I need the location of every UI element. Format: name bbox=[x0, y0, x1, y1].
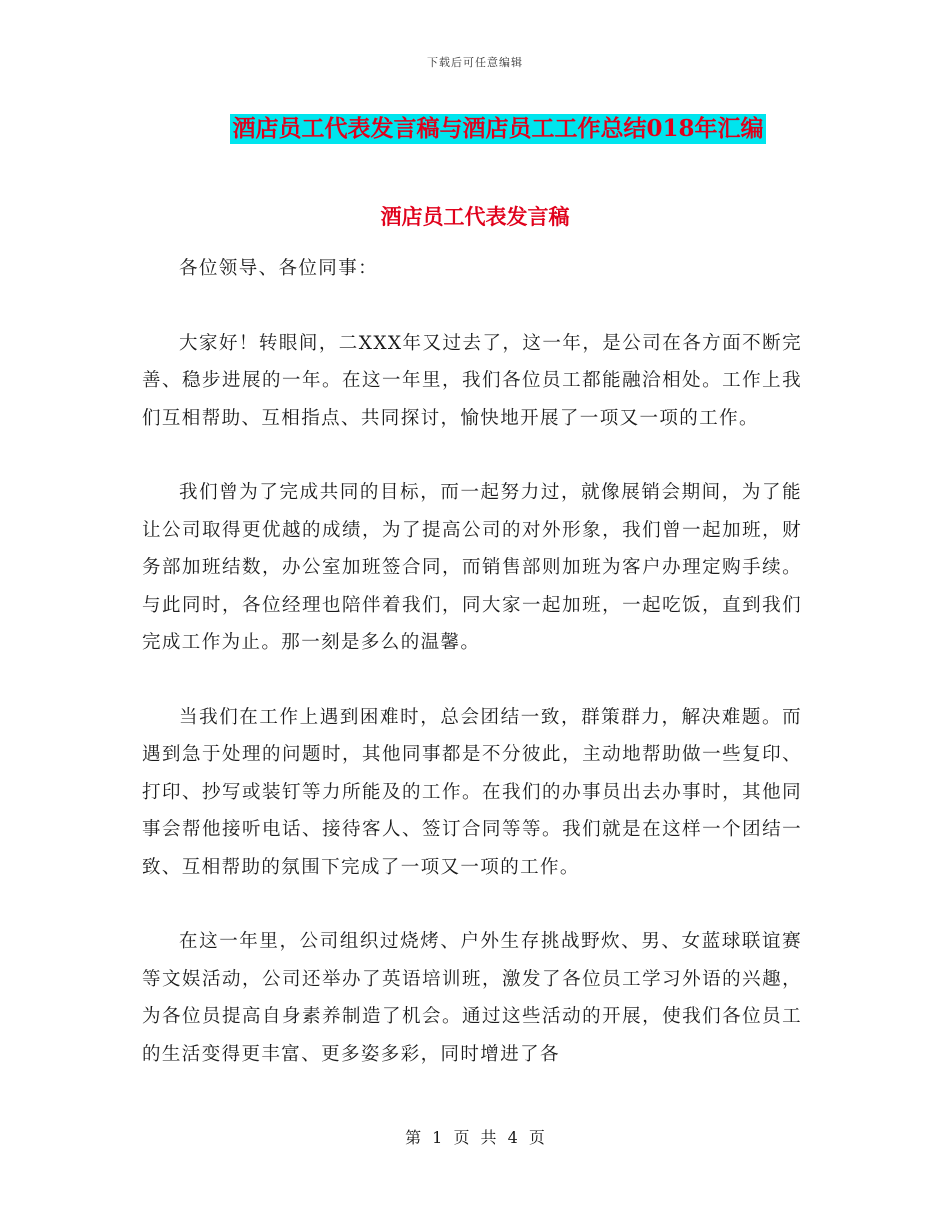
greeting-paragraph: 各位领导、各位同事： bbox=[179, 258, 379, 279]
paragraph-1: 大家好！转眼间，二XXX年又过去了，这一年，是公司在各方面不断完善、稳步进展的一年。在这一年里，我们各位员工都能融洽相处。工作上我们互相帮助、互相指点、共同探讨，愉快地开展了一项又一项的工作。 bbox=[142, 332, 802, 429]
paragraph-3: 当我们在工作上遇到困难时，总会团结一致，群策群力，解决难题。而遇到急于处理的问题时，其他同事都是不分彼此，主动地帮助做一些复印、打印、抄写或装钉等力所能及的工作。在我们的办事员出去办事时，其他同事会帮他接听电话、接待客人、签订合同等等。我们就是在这样一个团结一致、互相帮助的氛围下完成了一项又一项的工作。 bbox=[142, 706, 802, 878]
main-title-container bbox=[0, 114, 950, 144]
body-text bbox=[142, 250, 802, 1110]
paragraph-2: 我们曾为了完成共同的目标，而一起努力过，就像展销会期间，为了能让公司取得更优越的成绩，为了提高公司的对外形象，我们曾一起加班，财务部加班结数，办公室加班签合同，而销售部则加班为客户办理定购手续。与此同时，各位经理也陪伴着我们，同大家一起加班，一起吃饭，直到我们完成工作为止。那一刻是多么的温馨。 bbox=[142, 482, 802, 653]
paragraph-4: 在这一年里，公司组织过烧烤、户外生存挑战野炊、男、女蓝球联谊赛等文娱活动，公司还举办了英语培训班，激发了各位员工学习外语的兴趣，为各位员提高自身素养制造了机会。通过这些活动的开展，使我们各位员工的生活变得更丰富、更多姿多彩，同时增进了各 bbox=[142, 931, 802, 1065]
section-title: 酒店员工代表发言稿 bbox=[380, 204, 570, 229]
page-footer: 第 1 页 共 4 页 bbox=[405, 1128, 545, 1147]
main-title: 酒店员工代表发言稿与酒店员工工作总结018年汇编 bbox=[232, 115, 764, 142]
header-note: 下载后可任意编辑 bbox=[427, 56, 523, 69]
